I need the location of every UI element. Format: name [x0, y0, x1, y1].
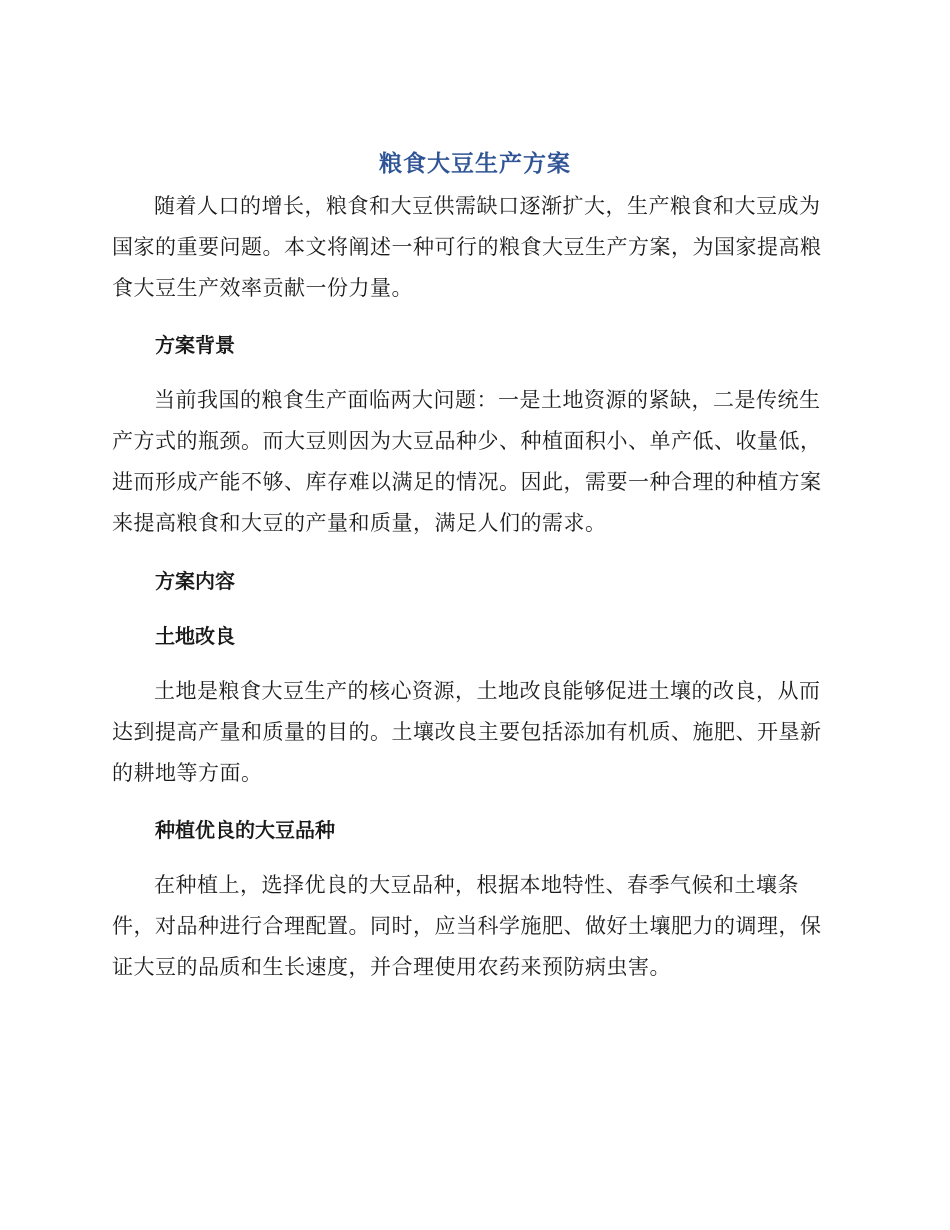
- section-heading-background: 方案背景: [155, 333, 235, 357]
- land-improvement-paragraph: 土地是粮食大豆生产的核心资源，土地改良能够促进土壤的改良，从而达到提高产量和质量的目的。土壤改良主要包括添加有机质、施肥、开垦新的耕地等方面。: [112, 679, 822, 785]
- section-heading-soybean-varieties: 种植优良的大豆品种: [155, 818, 335, 842]
- background-paragraph: 当前我国的粮食生产面临两大问题：一是土地资源的紧缺，二是传统生产方式的瓶颈。而大豆则因为大豆品种少、种植面积小、单产低、收量低，进而形成产能不够、库存难以满足的情况。因此，需要一种合理的种植方案来提高粮食和大豆的产量和质量，满足人们的需求。: [112, 388, 822, 535]
- intro-paragraph: 随着人口的增长，粮食和大豆供需缺口逐渐扩大，生产粮食和大豆成为国家的重要问题。本文将阐述一种可行的粮食大豆生产方案，为国家提高粮食大豆生产效率贡献一份力量。: [112, 194, 822, 300]
- document-title: 粮食大豆生产方案: [379, 151, 571, 177]
- section-heading-content: 方案内容: [155, 569, 235, 593]
- section-heading-land-improvement: 土地改良: [155, 624, 235, 648]
- soybean-varieties-paragraph: 在种植上，选择优良的大豆品种，根据本地特性、春季气候和土壤条件，对品种进行合理配置。同时，应当科学施肥、做好土壤肥力的调理，保证大豆的品质和生长速度，并合理使用农药来预防病虫害。: [112, 873, 822, 979]
